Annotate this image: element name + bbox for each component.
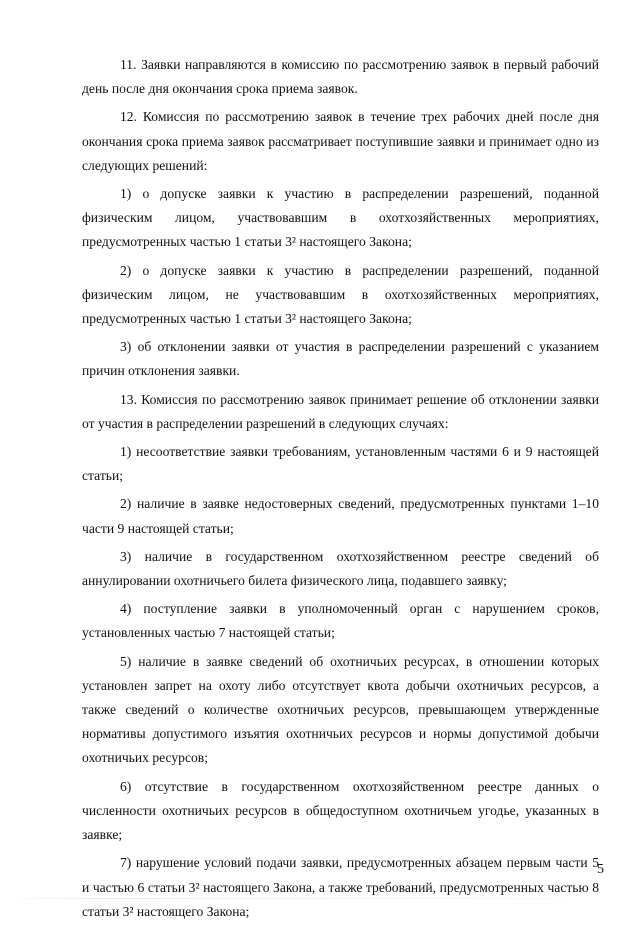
paragraph-12-item-1: 1) о допуске заявки к участию в распределении разрешений, поданной физическим лицом, участвовавшим в охотхозяйственных мероприятиях, предусмотренных частью 1 статьи 3² настоящего Закона; bbox=[82, 186, 599, 250]
paragraph-12: 12. Комиссия по рассмотрению заявок в течение трех рабочих дней после дня окончания срока приема заявок рассматривает поступившие заявки и принимает одно из следующих решений: bbox=[82, 109, 599, 173]
paragraph-13-item-1: 1) несоответствие заявки требованиям, установленным частями 6 и 9 настоящей статьи; bbox=[82, 444, 599, 484]
paragraph-13-item-2: 2) наличие в заявке недостоверных сведений, предусмотренных пунктами 1–10 части 9 настоящей статьи; bbox=[82, 496, 599, 536]
scan-edge-line bbox=[0, 898, 640, 899]
document-body bbox=[82, 53, 599, 928]
paragraph-12-item-2: 2) о допуске заявки к участию в распределении разрешений, поданной физическим лицом, не участвовавшим в охотхозяйственных мероприятиях, предусмотренных частью 1 статьи 3² настоящего Закона; bbox=[82, 262, 599, 327]
paragraph-13-item-3: 3) наличие в государственном охотхозяйственном реестре сведений об аннулировании охотничьего билета физического лица, подавшего заявку; bbox=[82, 548, 599, 589]
paragraph-13-item-6: 6) отсутствие в государственном охотхозяйственном реестре данных о численности охотничьих ресурсов в общедоступном охотничьем угодье, указанных в заявке; bbox=[82, 778, 599, 843]
paragraph-12-item-3: 3) об отклонении заявки от участия в распределении разрешений с указанием причин отклонения заявки. bbox=[82, 339, 599, 379]
paragraph-13-item-4: 4) поступление заявки в уполномоченный орган с нарушением сроков, установленных частью 7 настоящей статьи; bbox=[82, 601, 599, 641]
paragraph-13-item-7: 7) нарушение условий подачи заявки, предусмотренных абзацем первым части 5 и частью 6 статьи 3² настоящего Закона, а также требований, предусмотренных частью 8 статьи 3² настоящего Закона; bbox=[82, 855, 599, 919]
page-number: 5 bbox=[597, 862, 604, 877]
paragraph-13: 13. Комиссия по рассмотрению заявок принимает решение об отклонении заявки от участия в распределении разрешений в следующих случаях: bbox=[82, 391, 599, 431]
paragraph-13-item-5: 5) наличие в заявке сведений об охотничьих ресурсах, в отношении которых установлен запрет на охоту либо отсутствует квота добычи охотничьих ресурсов, а также сведений о количестве охотничьих ресурсов, превышающем утвержденные нормативы допустимого изъятия охотничьих ресурсов и нормы допустимой добычи охотничьих ресурсов; bbox=[82, 653, 599, 766]
paragraph-11: 11. Заявки направляются в комиссию по рассмотрению заявок в первый рабочий день после дня окончания срока приема заявок. bbox=[82, 57, 599, 97]
